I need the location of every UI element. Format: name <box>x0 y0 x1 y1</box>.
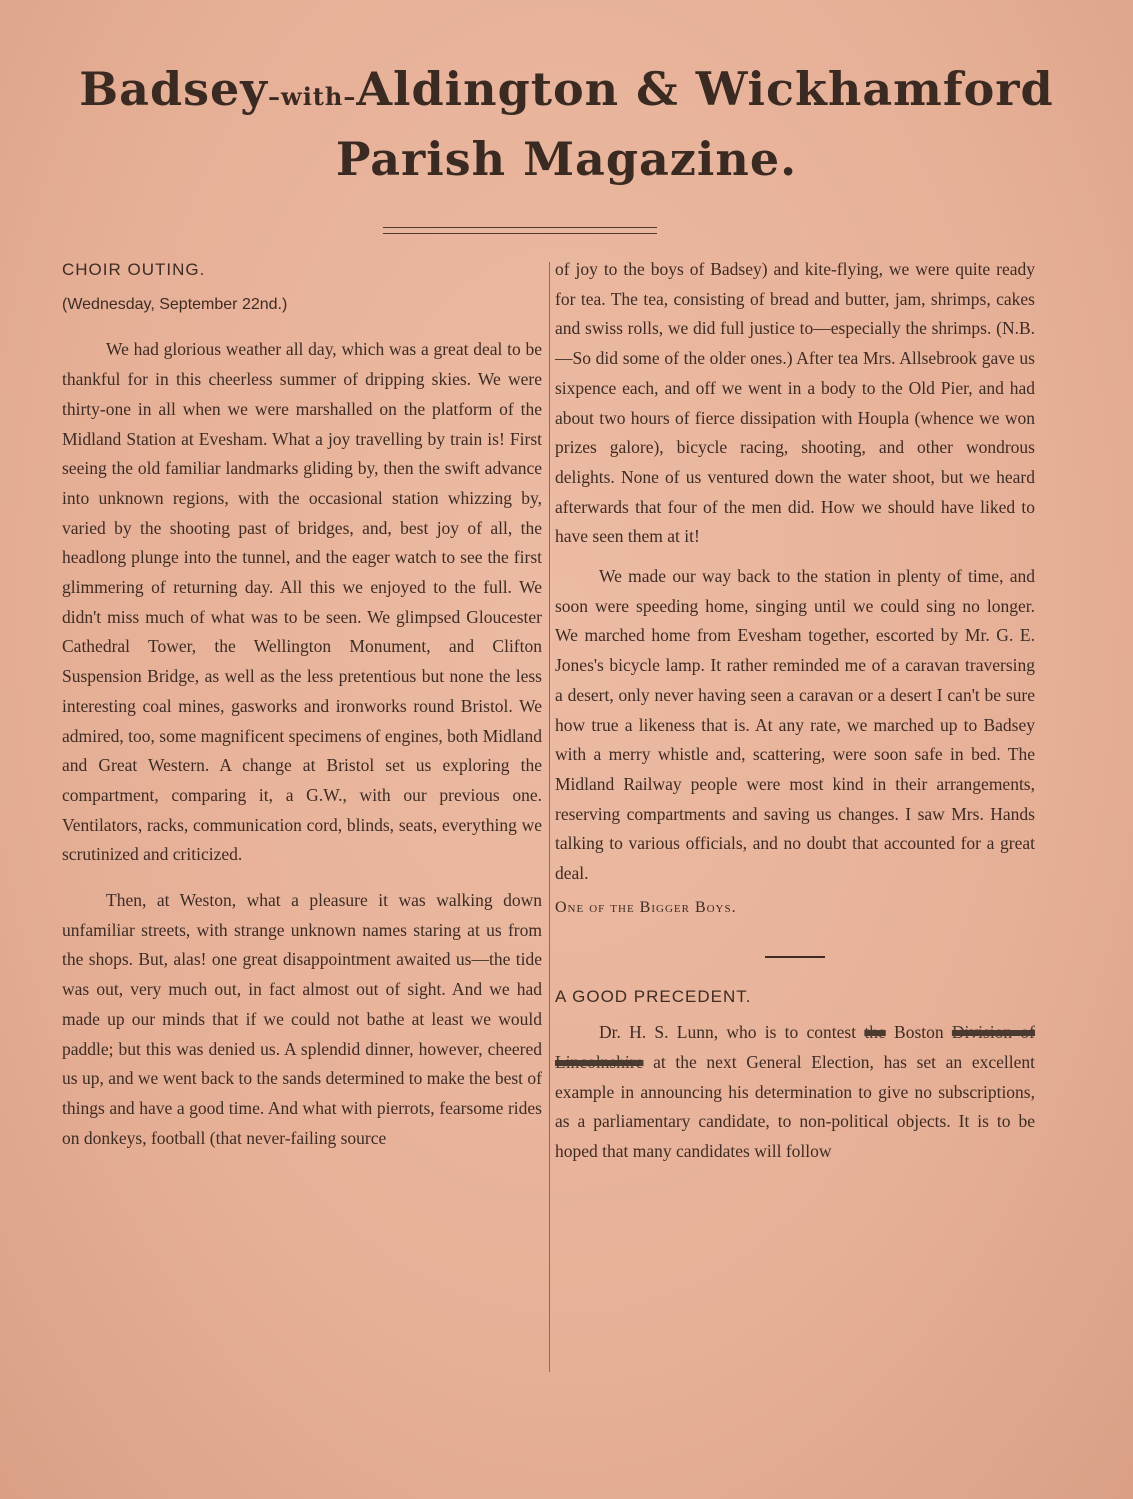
section-divider-dash <box>765 956 825 958</box>
choir-outing-paragraph-2: Then, at Weston, what a pleasure it was walking down unfamiliar streets, with strange unknown names staring at us from the shops. But, alas! one great disappointment awaited us—the tide was out, very much out, in fact almost out of sight. And we had made up our minds that if we could not bathe at least we would paddle; but this was denied us. A splendid dinner, however, cheered us up, and we went back to the sands determined to make the best of things and have a good time. And what with pierrots, fearsome rides on donkeys, football (that never-failing source <box>62 890 542 1148</box>
masthead-with: –with– <box>268 82 357 111</box>
struck-division-of-lincolnshire: Division of Lincolnshire <box>555 1022 1036 1072</box>
choir-outing-paragraph-1: We had glorious weather all day, which was a great deal to be thankful for in this cheerless summer of dripping skies. We were thirty-one in all when we were marshalled on the platform of the Midland Station at Evesham. What a joy travelling by train is! First seeing the old familiar landmarks gliding by, then the swift advance into unknown regions, with the occasional station whizzing by, varied by the shooting past of bridges, and, best joy of all, the headlong plunge into the tunnel, and the eager watch to see the first glimmering of returning day. All this we enjoyed to the full. We didn't miss much of what was to be seen. We glimpsed Gloucester Cathedral Tower, the Wellington Monument, and Clifton Suspension Bridge, as well as the less pretentious but none the less interesting coal mines, gasworks and ironworks round Bristol. We admired, too, some magnificent specimens of engines, both Midland and Great Western. A change at Bristol set us exploring the compartment, comparing it, a G.W., with our previous one. Ventilators, racks, communication cord, blinds, seats, everything we scrutinized and criticized. <box>62 339 542 865</box>
good-precedent-paragraph <box>555 1018 1035 1167</box>
choir-outing-date: (Wednesday, September 22nd.) <box>62 295 288 313</box>
article-signature: One of the Bigger Boys. <box>555 898 737 916</box>
choir-outing-heading: CHOIR OUTING. <box>62 260 206 279</box>
column-divider <box>549 262 550 1372</box>
choir-outing-paragraph-4: We made our way back to the station in plenty of time, and soon were speeding home, singing until we could sing no longer. We marched home from Evesham together, escorted by Mr. G. E. Jones's bicycle lamp. It rather reminded me of a caravan traversing a desert, only never having seen a caravan or a desert I can't be sure how true a likeness that is. At any rate, we marched up to Badsey with a merry whistle and, scattering, were soon safe in bed. The Midland Railway people were most kind in their arrangements, reserving compartments and saving us changes. I saw Mrs. Hands talking to various officials, and no doubt that accounted for a great deal. <box>555 566 1035 884</box>
masthead-line-2: Parish Magazine. <box>335 132 798 186</box>
masthead-line-1 <box>40 62 1093 116</box>
good-precedent-heading: A GOOD PRECEDENT. <box>555 987 752 1007</box>
precedent-text-a: Dr. H. S. Lunn, who is to contest <box>599 1022 857 1043</box>
precedent-text-b: Boston <box>894 1022 944 1043</box>
title-rule-bottom <box>383 233 657 234</box>
left-column <box>62 255 542 1153</box>
struck-word-the: the <box>864 1022 886 1043</box>
choir-outing-paragraph-3: of joy to the boys of Badsey) and kite-flying, we were quite ready for tea. The tea, consisting of bread and butter, jam, shrimps, cakes and swiss rolls, we did full justice to—especially the shrimps. (N.B.—So did some of the older ones.) After tea Mrs. Allsebrook gave us sixpence each, and off we went in a body to the Old Pier, and had about two hours of fierce dissipation with Houpla (whence we won prizes galore), bicycle racing, shooting, and other wondrous delights. None of us ventured down the water shoot, but we heard afterwards that four of the men did. How we should have liked to have seen them at it! <box>555 259 1035 547</box>
masthead-aldington-wickhamford: Aldington & Wickhamford <box>356 62 1054 116</box>
right-column <box>555 255 1035 1167</box>
precedent-text-c: at the next General Election, has set an excellent example in announcing his determination to give no subscriptions, as a parliamentary candidate, to non-political objects. It is to be hoped that many candidates will follow <box>555 1051 1035 1161</box>
title-rule-top <box>383 227 657 228</box>
masthead-badsey: Badsey <box>79 62 269 116</box>
